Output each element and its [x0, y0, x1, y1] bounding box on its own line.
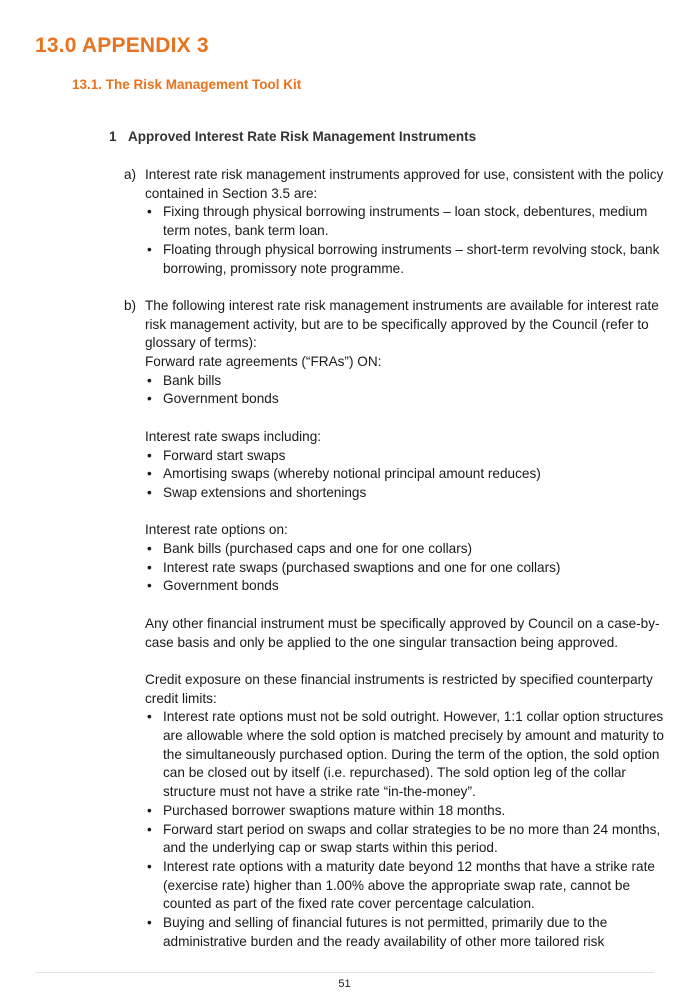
list-item: • Bank bills	[145, 372, 664, 391]
fra-label: Forward rate agreements (“FRAs”) ON:	[145, 354, 382, 370]
item-a-marker: a)	[124, 167, 137, 182]
list-item: • Bank bills (purchased caps and one for one collars)	[145, 540, 664, 559]
section-number: 1	[109, 129, 117, 144]
section-subheading: 13.1. The Risk Management Tool Kit	[72, 77, 302, 92]
page-number: 51	[338, 978, 351, 990]
list-item: • Floating through physical borrowing instruments – short-term revolving stock, bank borrowing, promissory note programme.	[145, 241, 664, 278]
list-item: • Purchased borrower swaptions mature within 18 months.	[145, 802, 664, 821]
item-a-intro: Interest rate risk management instruments approved for use, consistent with the policy contained in Section 3.5 are:	[145, 167, 664, 201]
section-title-text: Approved Interest Rate Risk Management Instruments	[128, 129, 477, 144]
options-label: Interest rate options on:	[145, 522, 288, 538]
list-item: • Forward start period on swaps and collar strategies to be no more than 24 months, and the underlying cap or swap starts within this period.	[145, 821, 664, 858]
item-b-marker: b)	[124, 297, 137, 313]
list-item: • Buying and selling of financial futures is not permitted, primarily due to the administrative burden and the ready availability of other more tailored risk	[145, 914, 664, 951]
credit-bullet-list	[145, 708, 664, 951]
item-a	[124, 166, 664, 278]
list-item: • Interest rate options must not be sold outright. However, 1:1 collar option structures are allowable where the sold option is matched precisely by amount and maturity to the simultaneously purchased option. During the term of the option, the sold option can be closed out by itself (i.e. repurchased). The sold option leg of the collar structure must not have a strike rate “in-the-money”.	[145, 708, 664, 802]
list-item: • Swap extensions and shortenings	[145, 484, 664, 503]
credit-exposure-intro: Credit exposure on these financial instruments is restricted by specified counterparty credit limits:	[145, 671, 653, 706]
list-item: • Government bonds	[145, 577, 664, 596]
list-item: • Interest rate swaps (purchased swaptions and one for one collars)	[145, 559, 664, 578]
options-bullet-list	[145, 540, 664, 596]
fra-bullet-list	[145, 372, 664, 409]
section-title	[109, 129, 476, 144]
appendix-heading: 13.0 APPENDIX 3	[35, 34, 209, 57]
document-body	[124, 166, 664, 951]
item-b	[124, 297, 664, 952]
item-b-intro: The following interest rate risk management instruments are available for interest rate risk management activity, but are to be specifically approved by the Council (refer to glossary of terms):	[145, 297, 659, 351]
item-a-bullet-list	[145, 203, 664, 278]
list-item: • Interest rate options with a maturity date beyond 12 months that have a strike rate (exercise rate) higher than 1.00% above the appropriate swap rate, cannot be counted as part of the fixed rate cover percentage calculation.	[145, 858, 664, 914]
swaps-bullet-list	[145, 447, 664, 503]
swaps-label: Interest rate swaps including:	[145, 428, 322, 444]
other-instruments-paragraph: Any other financial instrument must be specifically approved by Council on a case-by-case basis and only be applied to the one singular transaction being approved.	[145, 615, 660, 650]
list-item: • Forward start swaps	[145, 447, 664, 466]
list-item: • Government bonds	[145, 390, 664, 409]
footer-divider	[35, 972, 654, 973]
list-item: • Fixing through physical borrowing instruments – loan stock, debentures, medium term notes, bank term loan.	[145, 203, 664, 240]
list-item: • Amortising swaps (whereby notional principal amount reduces)	[145, 465, 664, 484]
